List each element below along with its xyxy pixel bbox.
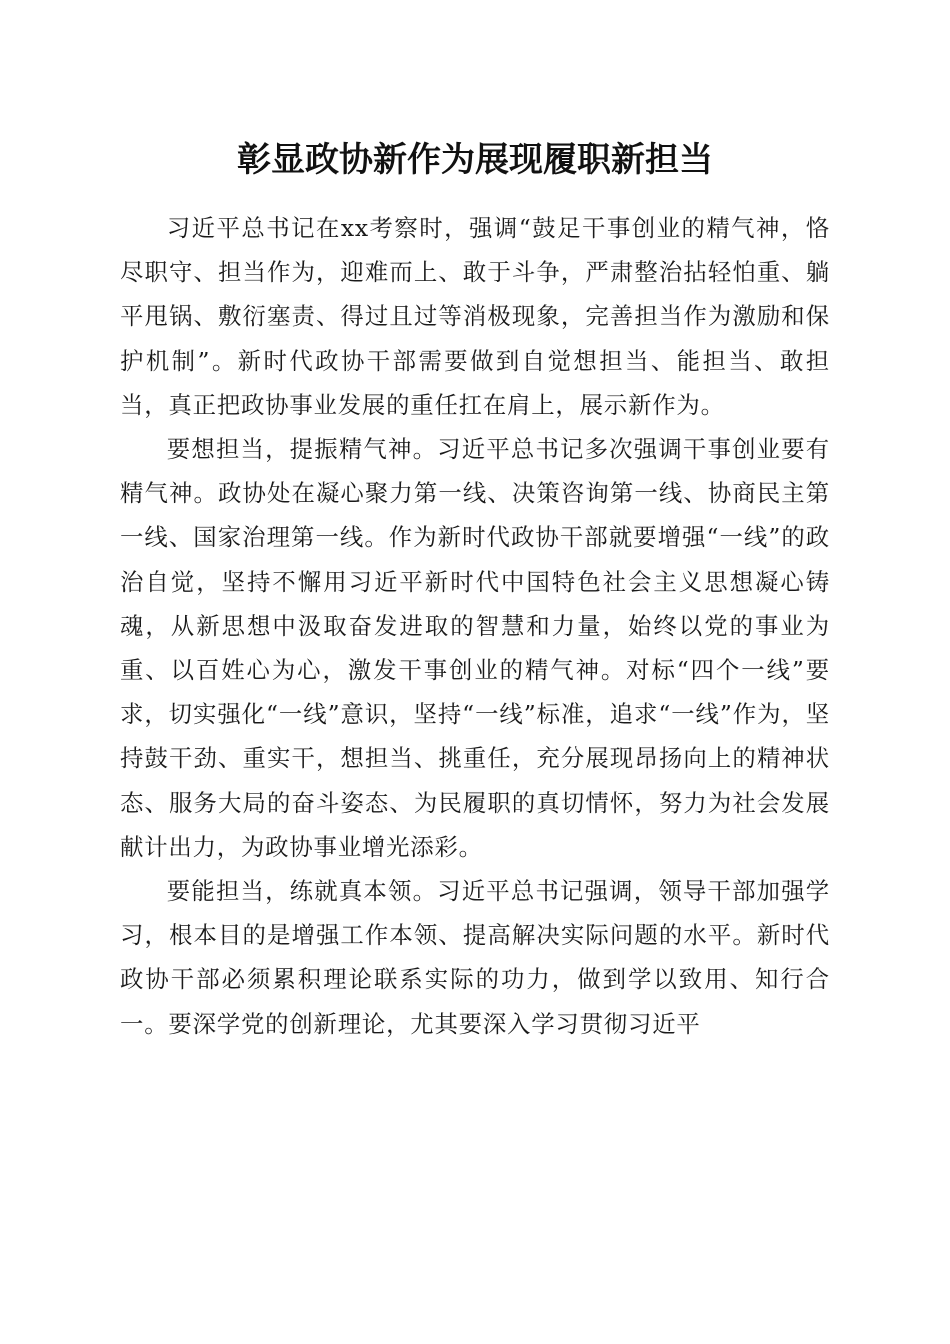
paragraph: 要能担当，练就真本领。习近平总书记强调，领导干部加强学习，根本目的是增强工作本领、提高解决实际问题的水平。新时代政协干部必须累积理论联系实际的功力，做到学以致用、知行合一。要深学党的创新理论，尤其要深入学习贯彻习近平: [120, 877, 830, 1038]
paragraph: 要想担当，提振精气神。习近平总书记多次强调干事创业要有精气神。政协处在凝心聚力第一线、决策咨询第一线、协商民主第一线、国家治理第一线。作为新时代政协干部就要增强“一线”的政治自觉，坚持不懈用习近平新时代中国特色社会主义思想凝心铸魂，从新思想中汲取奋发进取的智慧和力量，始终以党的事业为重、以百姓心为心，激发干事创业的精气神。对标“四个一线”要求，切实强化“一线”意识，坚持“一线”标准，追求“一线”作为，坚持鼓干劲、重实干，想担当、挑重任，充分展现昂扬向上的精神状态、服务大局的奋斗姿态、为民履职的真切情怀，努力为社会发展献计出力，为政协事业增光添彩。: [120, 435, 830, 861]
document-title: 彰显政协新作为展现履职新担当: [237, 140, 713, 180]
paragraph: 习近平总书记在xx考察时，强调“鼓足干事创业的精气神，恪尽职守、担当作为，迎难而上、敢于斗争，严肃整治拈轻怕重、躺平甩锅、敷衍塞责、得过且过等消极现象，完善担当作为激励和保护机制”。新时代政协干部需要做到自觉想担当、能担当、敢担当，真正把政协事业发展的重任扛在肩上，展示新作为。: [120, 214, 830, 419]
document-body: [120, 206, 830, 1046]
